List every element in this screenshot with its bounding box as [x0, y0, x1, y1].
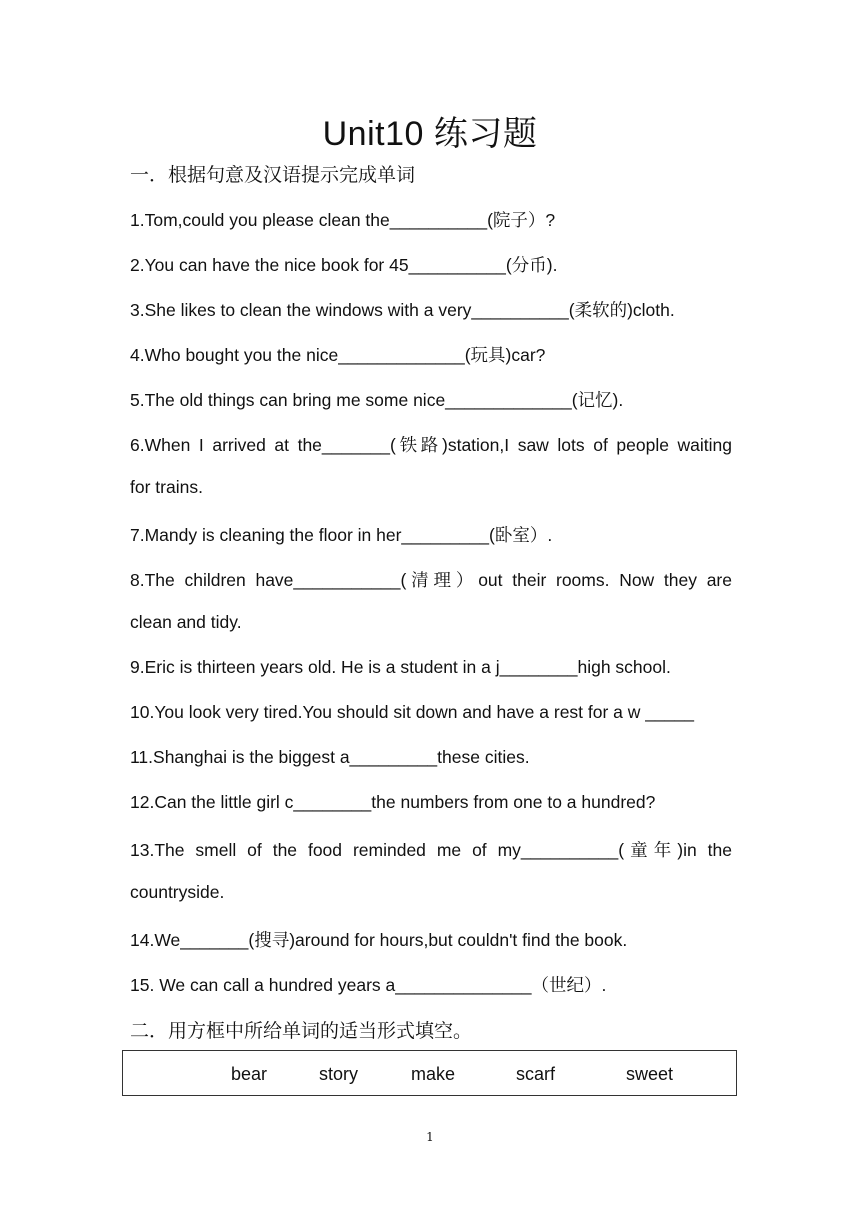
question-line: 12.Can the little girl c________the numbers from one to a hundred? — [130, 792, 656, 812]
question-line: 4.Who bought you the nice_____________(玩具)car? — [130, 345, 546, 365]
word-bank-box — [122, 1050, 737, 1096]
question-line: 9.Eric is thirteen years old. He is a student in a j________high school. — [130, 657, 671, 677]
question-line-continued: countryside. — [130, 882, 225, 902]
page-title: Unit10 练习题 — [322, 115, 538, 153]
question-line-continued: for trains. — [130, 477, 203, 497]
question-line: 6.When I arrived at the_______(铁路)station,I saw lots of people waiting — [130, 435, 732, 455]
word-bank-item: story — [319, 1064, 359, 1084]
word-bank-item: sweet — [626, 1064, 674, 1084]
question-line: 2.You can have the nice book for 45__________(分币). — [130, 255, 558, 275]
question-line: 1.Tom,could you please clean the__________(院子）? — [130, 210, 556, 230]
question-line: 8.The children have___________(清理）out their rooms. Now they are — [130, 570, 732, 590]
question-line: 5.The old things can bring me some nice_____________(记忆). — [130, 390, 624, 410]
question-line: 13.The smell of the food reminded me of my__________(童年)in the — [130, 840, 732, 860]
question-line: 3.She likes to clean the windows with a very__________(柔软的)cloth. — [130, 300, 675, 320]
question-line-continued: clean and tidy. — [130, 612, 242, 632]
word-bank-item: bear — [231, 1064, 268, 1084]
question-line: 14.We_______(搜寻)around for hours,but couldn't find the book. — [130, 930, 628, 950]
page-number: 1 — [426, 1130, 434, 1144]
question-line: 15. We can call a hundred years a______________（世纪）. — [130, 975, 607, 995]
question-line: 7.Mandy is cleaning the floor in her_________(卧室）. — [130, 525, 553, 545]
question-line: 11.Shanghai is the biggest a_________these cities. — [130, 747, 530, 767]
section-1-heading: 一．根据句意及汉语提示完成单词 — [130, 164, 416, 186]
question-line: 10.You look very tired.You should sit down and have a rest for a w _____ — [130, 702, 694, 722]
word-bank-item: scarf — [516, 1064, 556, 1084]
word-bank-item: make — [411, 1064, 456, 1084]
section-2-heading: 二．用方框中所给单词的适当形式填空。 — [130, 1020, 473, 1042]
